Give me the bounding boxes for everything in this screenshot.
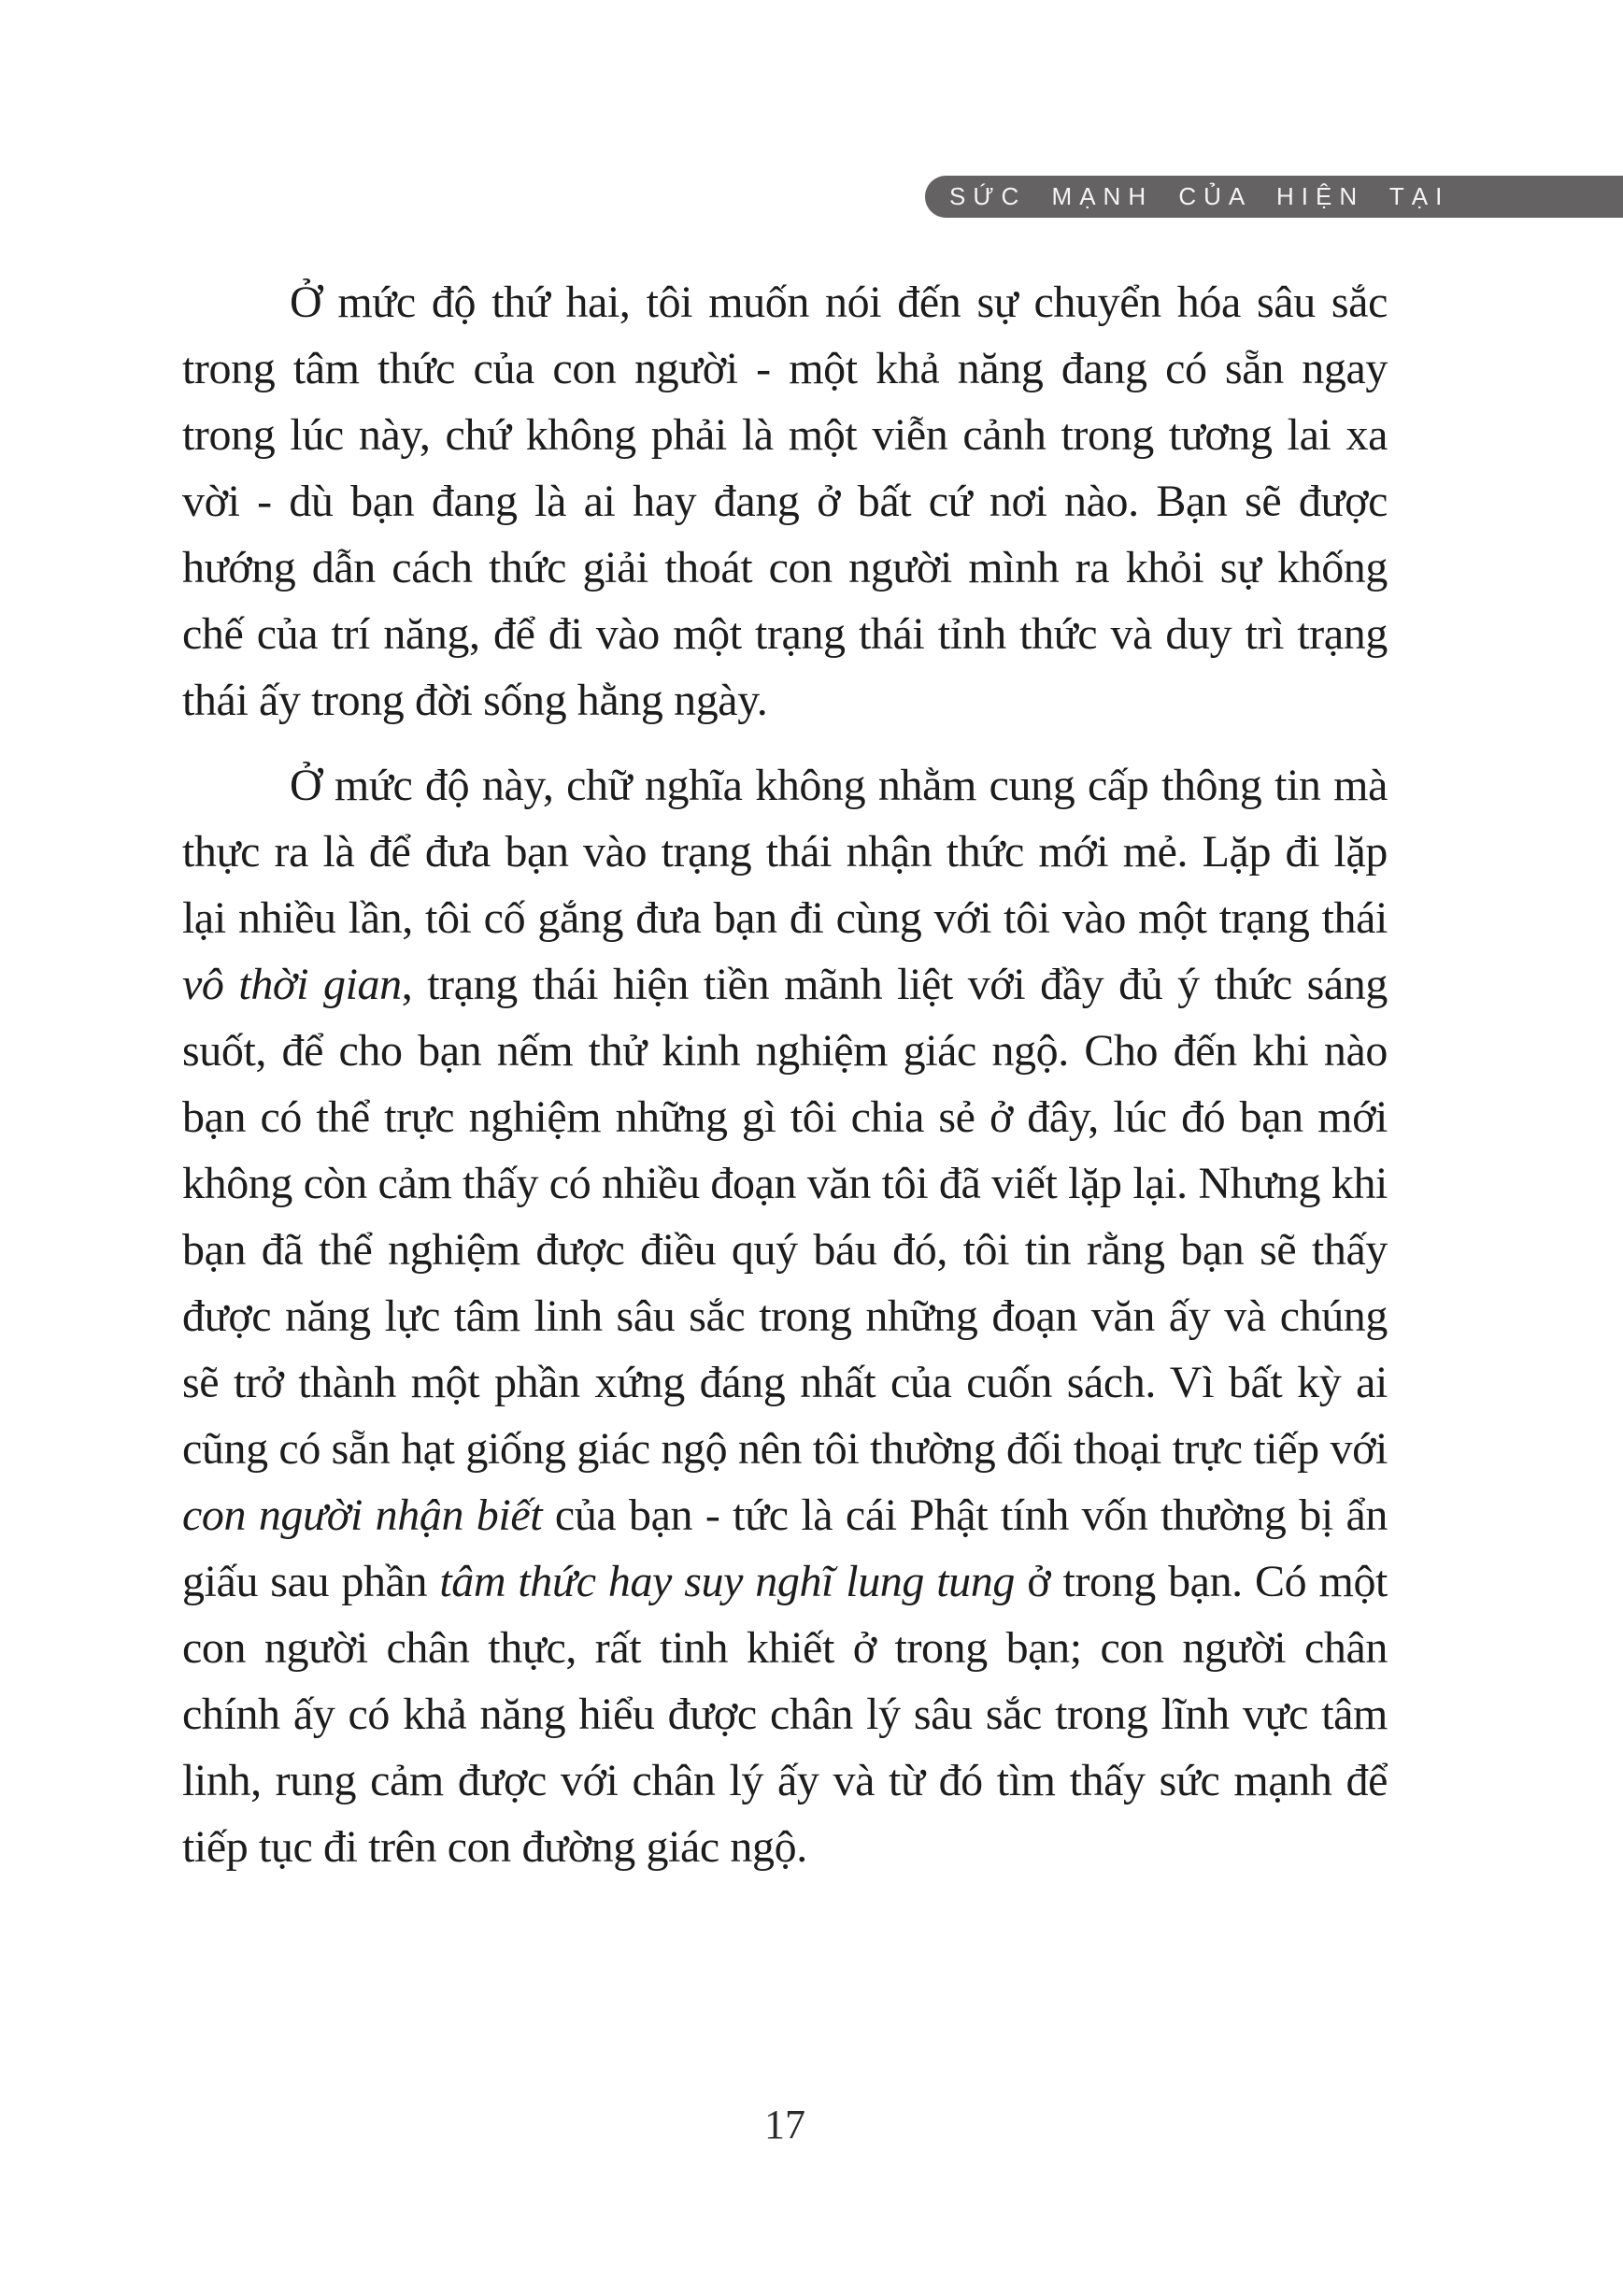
- book-title: SỨC MẠNH CỦA HIỆN TẠI: [949, 182, 1450, 210]
- header-band: [925, 176, 1623, 218]
- page-footer: [182, 2101, 1388, 2148]
- text-segment: , trạng thái hiện tiền mãnh liệt với đầy đủ ý thức sáng suốt, để cho bạn nếm thử kinh nghiệm giác ngộ. Cho đến khi nào bạn có thể trực nghiệm những gì tôi chia sẻ ở đây, lúc đó bạn mới không còn cảm thấy có nhiều đoạn văn tôi đã viết lặp lại. Nhưng khi bạn đã thể nghiệm được điều quý báu đó, tôi tin rằng bạn sẽ thấy được năng lực tâm linh sâu sắc trong những đoạn văn ấy và chúng sẽ trở thành một phần xứng đáng nhất của cuốn sách. Vì bất kỳ ai cũng có sẵn hạt giống giác ngộ nên tôi thường đối thoại trực tiếp với: [182, 960, 1388, 1474]
- body-text: [182, 269, 1388, 1899]
- text-segment: Ở mức độ này, chữ nghĩa không nhằm cung cấp thông tin mà thực ra là để đưa bạn vào trạng thái nhận thức mới mẻ. Lặp đi lặp lại nhiều lần, tôi cố gắng đưa bạn đi cùng với tôi vào một trạng thái: [182, 761, 1388, 943]
- emphasized-text: tâm thức hay suy nghĩ lung tung: [439, 1557, 1015, 1606]
- paragraph: [182, 269, 1388, 734]
- running-header: [0, 176, 1623, 218]
- emphasized-text: con người nhận biết: [182, 1490, 543, 1540]
- page-number: 17: [764, 2102, 805, 2147]
- emphasized-text: vô thời gian: [182, 960, 402, 1009]
- text-segment: của bạn - tức là cái Phật tính vốn thường bị ẩn giấu sau phần: [182, 1490, 1388, 1606]
- paragraph: [182, 752, 1388, 1880]
- text-segment: Ở mức độ thứ hai, tôi muốn nói đến sự chuyển hóa sâu sắc trong tâm thức của con người - một khả năng đang có sẵn ngay trong lúc này, chứ không phải là một viễn cảnh trong tương lai xa vời - dù bạn đang là ai hay đang ở bất cứ nơi nào. Bạn sẽ được hướng dẫn cách thức giải thoát con người mình ra khỏi sự khống chế của trí năng, để đi vào một trạng thái tỉnh thức và duy trì trạng thái ấy trong đời sống hằng ngày.: [182, 278, 1388, 725]
- text-segment: ở trong bạn. Có một con người chân thực, rất tinh khiết ở trong bạn; con người chân chính ấy có khả năng hiểu được chân lý sâu sắc trong lĩnh vực tâm linh, rung cảm được với chân lý ấy và từ đó tìm thấy sức mạnh để tiếp tục đi trên con đường giác ngộ.: [182, 1557, 1388, 1872]
